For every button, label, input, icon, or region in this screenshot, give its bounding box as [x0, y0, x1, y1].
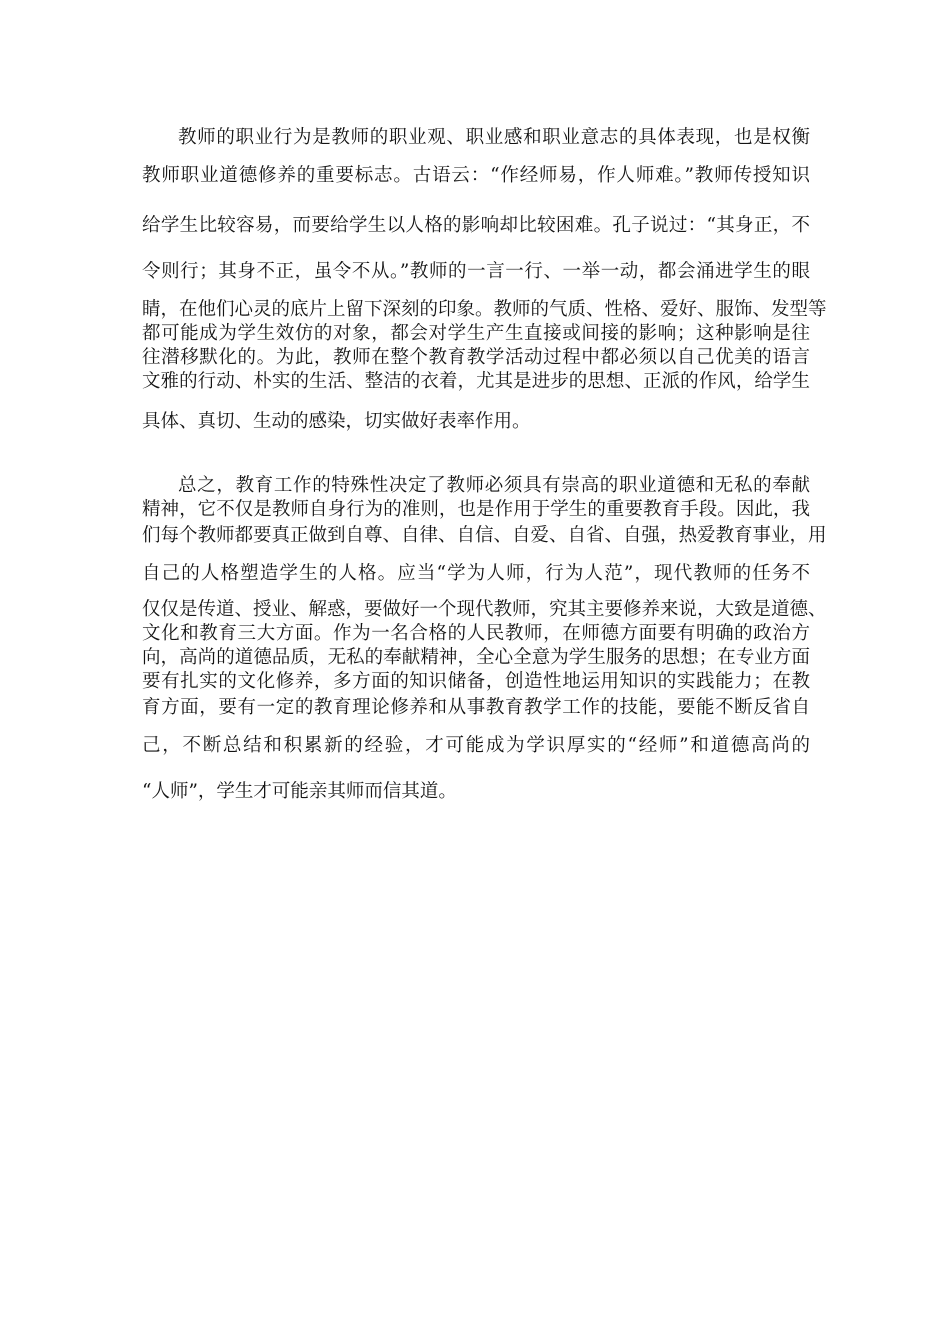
paragraph-1-line-5: 睛，在他们心灵的底片上留下深刻的印象。教师的气质、性格、爱好、服饰、发型等 [142, 299, 827, 320]
paragraph-2-line-11: “人师”，学生才可能亲其师而信其道。 [142, 781, 457, 802]
paragraph-2-line-9: 育方面，要有一定的教育理论修养和从事教育教学工作的技能，要能不断反省自 [142, 697, 810, 718]
paragraph-2-line-6: 文化和教育三大方面。作为一名合格的人民教师，在师德方面要有明确的政治方 [142, 623, 810, 644]
paragraph-2-line-1: 总之，教育工作的特殊性决定了教师必须具有崇高的职业道德和无私的奉献 [178, 475, 810, 496]
paragraph-2-line-3: 们每个教师都要真正做到自尊、自律、自信、自爱、自省、自强，热爱教育事业，用 [142, 525, 827, 546]
paragraph-1-line-6: 都可能成为学生效仿的对象，都会对学生产生直接或间接的影响；这种影响是往 [142, 323, 810, 344]
paragraph-2-line-8: 要有扎实的文化修养，多方面的知识储备，创造性地运用知识的实践能力；在教 [142, 671, 810, 692]
paragraph-1-line-4: 令则行；其身不正，虽令不从。”教师的一言一行、一举一动，都会涌进学生的眼 [142, 261, 810, 282]
paragraph-1-line-8: 文雅的行动、朴实的生活、整洁的衣着，尤其是进步的思想、正派的作风，给学生 [142, 371, 810, 392]
paragraph-1-line-7: 往潜移默化的。为此，教师在整个教育教学活动过程中都必须以自己优美的语言 [142, 347, 810, 368]
paragraph-2-line-7: 向，高尚的道德品质，无私的奉献精神，全心全意为学生服务的思想；在专业方面 [142, 647, 810, 668]
paragraph-2-line-2: 精神，它不仅是教师自身行为的准则，也是作用于学生的重要教育手段。因此，我 [142, 499, 810, 520]
paragraph-1-line-9: 具体、真切、生动的感染，切实做好表率作用。 [142, 411, 531, 432]
paragraph-1-line-2: 教师职业道德修养的重要标志。古语云：“作经师易，作人师难。”教师传授知识 [142, 165, 810, 186]
paragraph-2-line-10: 己，不断总结和积累新的经验，才可能成为学识厚实的“经师”和道德高尚的 [142, 735, 810, 756]
paragraph-2-line-4: 自己的人格塑造学生的人格。应当“学为人师，行为人范”，现代教师的任务不 [142, 563, 810, 584]
paragraph-2-line-5: 仅仅是传道、授业、解惑，要做好一个现代教师，究其主要修养来说，大致是道德、 [142, 599, 827, 620]
paragraph-1-line-1: 教师的职业行为是教师的职业观、职业感和职业意志的具体表现，也是权衡 [178, 127, 810, 148]
paragraph-1-line-3: 给学生比较容易，而要给学生以人格的影响却比较困难。孔子说过：“其身正，不 [142, 215, 810, 236]
